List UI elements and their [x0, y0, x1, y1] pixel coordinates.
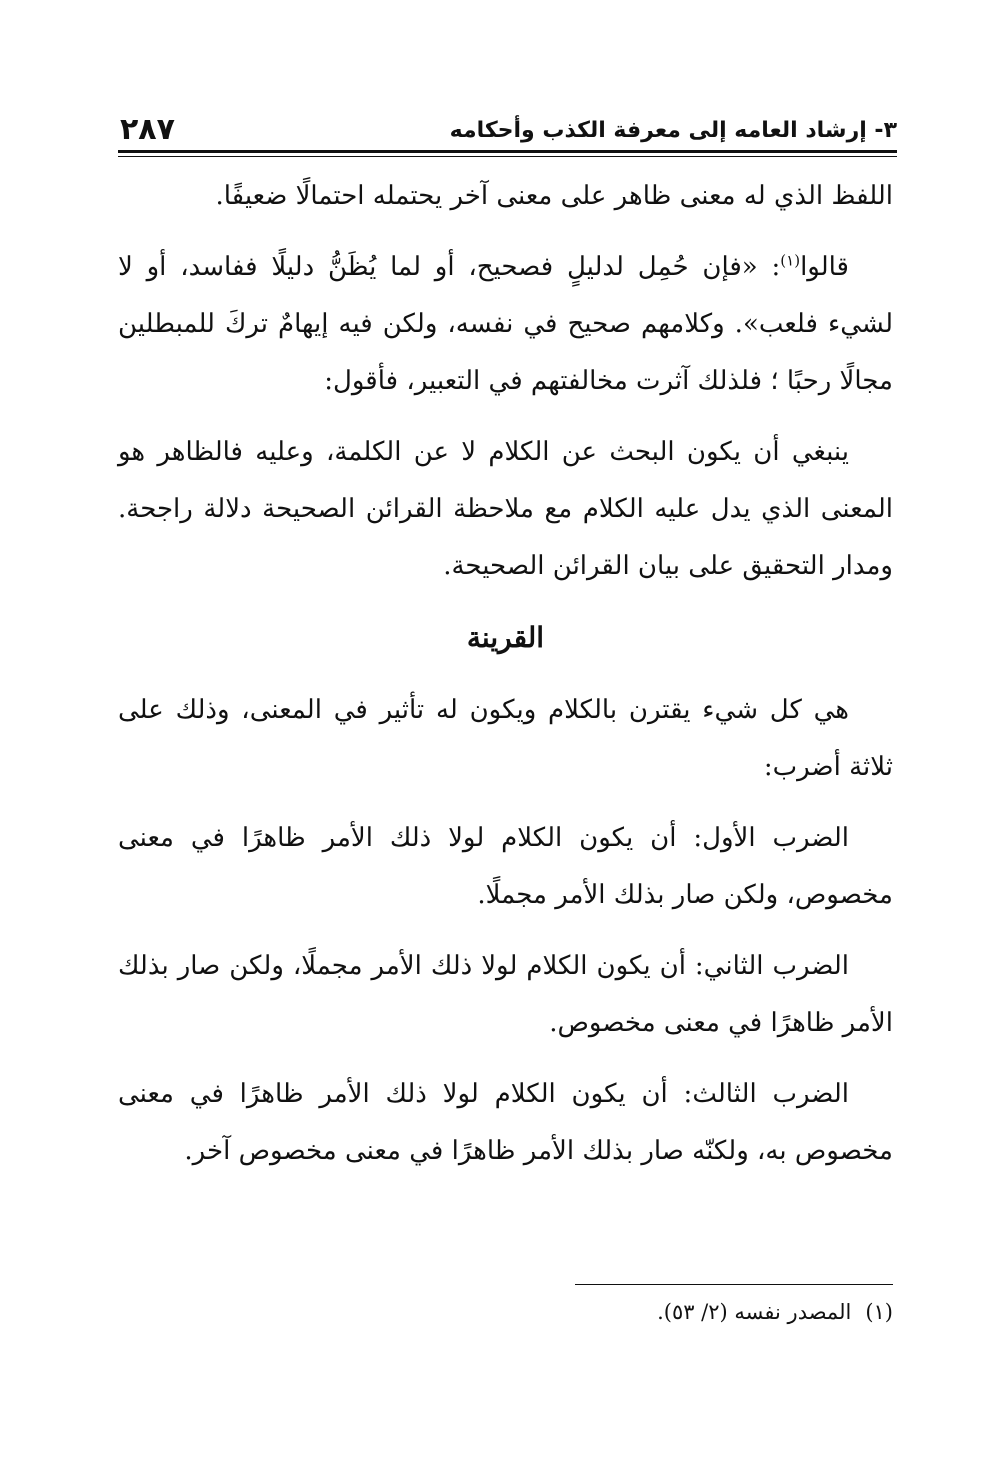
header-rule [118, 150, 897, 153]
header-title: ٣- إرشاد العامه إلى معرفة الكذب وأحكامه [449, 118, 897, 143]
body-text [118, 168, 893, 1194]
header-rule-thin [118, 156, 897, 157]
section-heading: القرينة [466, 621, 545, 654]
paragraph: ينبغي أن يكون البحث عن الكلام لا عن الكلمة، وعليه فالظاهر هو المعنى الذي يدل عليه الكلام مع ملاحظة القرائن الصحيحة دلالة راجحة. ومدار التحقيق على بيان القرائن الصحيحة. [118, 437, 893, 581]
paragraph: اللفظ الذي له معنى ظاهر على معنى آخر يحتمله احتمالًا ضعيفًا. [215, 181, 893, 211]
footnote [657, 1300, 893, 1324]
footnote-reference: (١) [780, 251, 801, 270]
footnote-marker: (١) [865, 1300, 893, 1324]
paragraph-body: : «فإن حُمِل لدليلٍ فصحيح، أو لما يُظَنُّ دليلًا ففاسد، أو لا لشيء فلعب». وكلامهم صحيح في نفسه، ولكن فيه إيهامٌ تركَ للمبطلين مجالًا رحبًا ؛ فلذلك آثرت مخالفتهم في التعبير، فأقول: [118, 252, 893, 396]
footnote-text: المصدر نفسه (٢/ ٥٣). [657, 1300, 852, 1324]
running-header [118, 112, 897, 152]
page-number: ٢٨٧ [120, 112, 175, 147]
paragraph: الضرب الثاني: أن يكون الكلام لولا ذلك الأمر مجملًا، ولكن صار بذلك الأمر ظاهرًا في معنى مخصوص. [118, 951, 893, 1038]
paragraph: هي كل شيء يقترن بالكلام ويكون له تأثير في المعنى، وذلك على ثلاثة أضرب: [118, 695, 893, 782]
paragraph-lead: قالوا [800, 252, 849, 282]
paragraph: الضرب الثالث: أن يكون الكلام لولا ذلك الأمر ظاهرًا في معنى مخصوص به، ولكنّه صار بذلك الأمر ظاهرًا في معنى مخصوص آخر. [118, 1079, 893, 1166]
footnote-separator [575, 1284, 893, 1285]
paragraph: الضرب الأول: أن يكون الكلام لولا ذلك الأمر ظاهرًا في معنى مخصوص، ولكن صار بذلك الأمر مجملًا. [118, 823, 893, 910]
paragraph [118, 239, 893, 410]
